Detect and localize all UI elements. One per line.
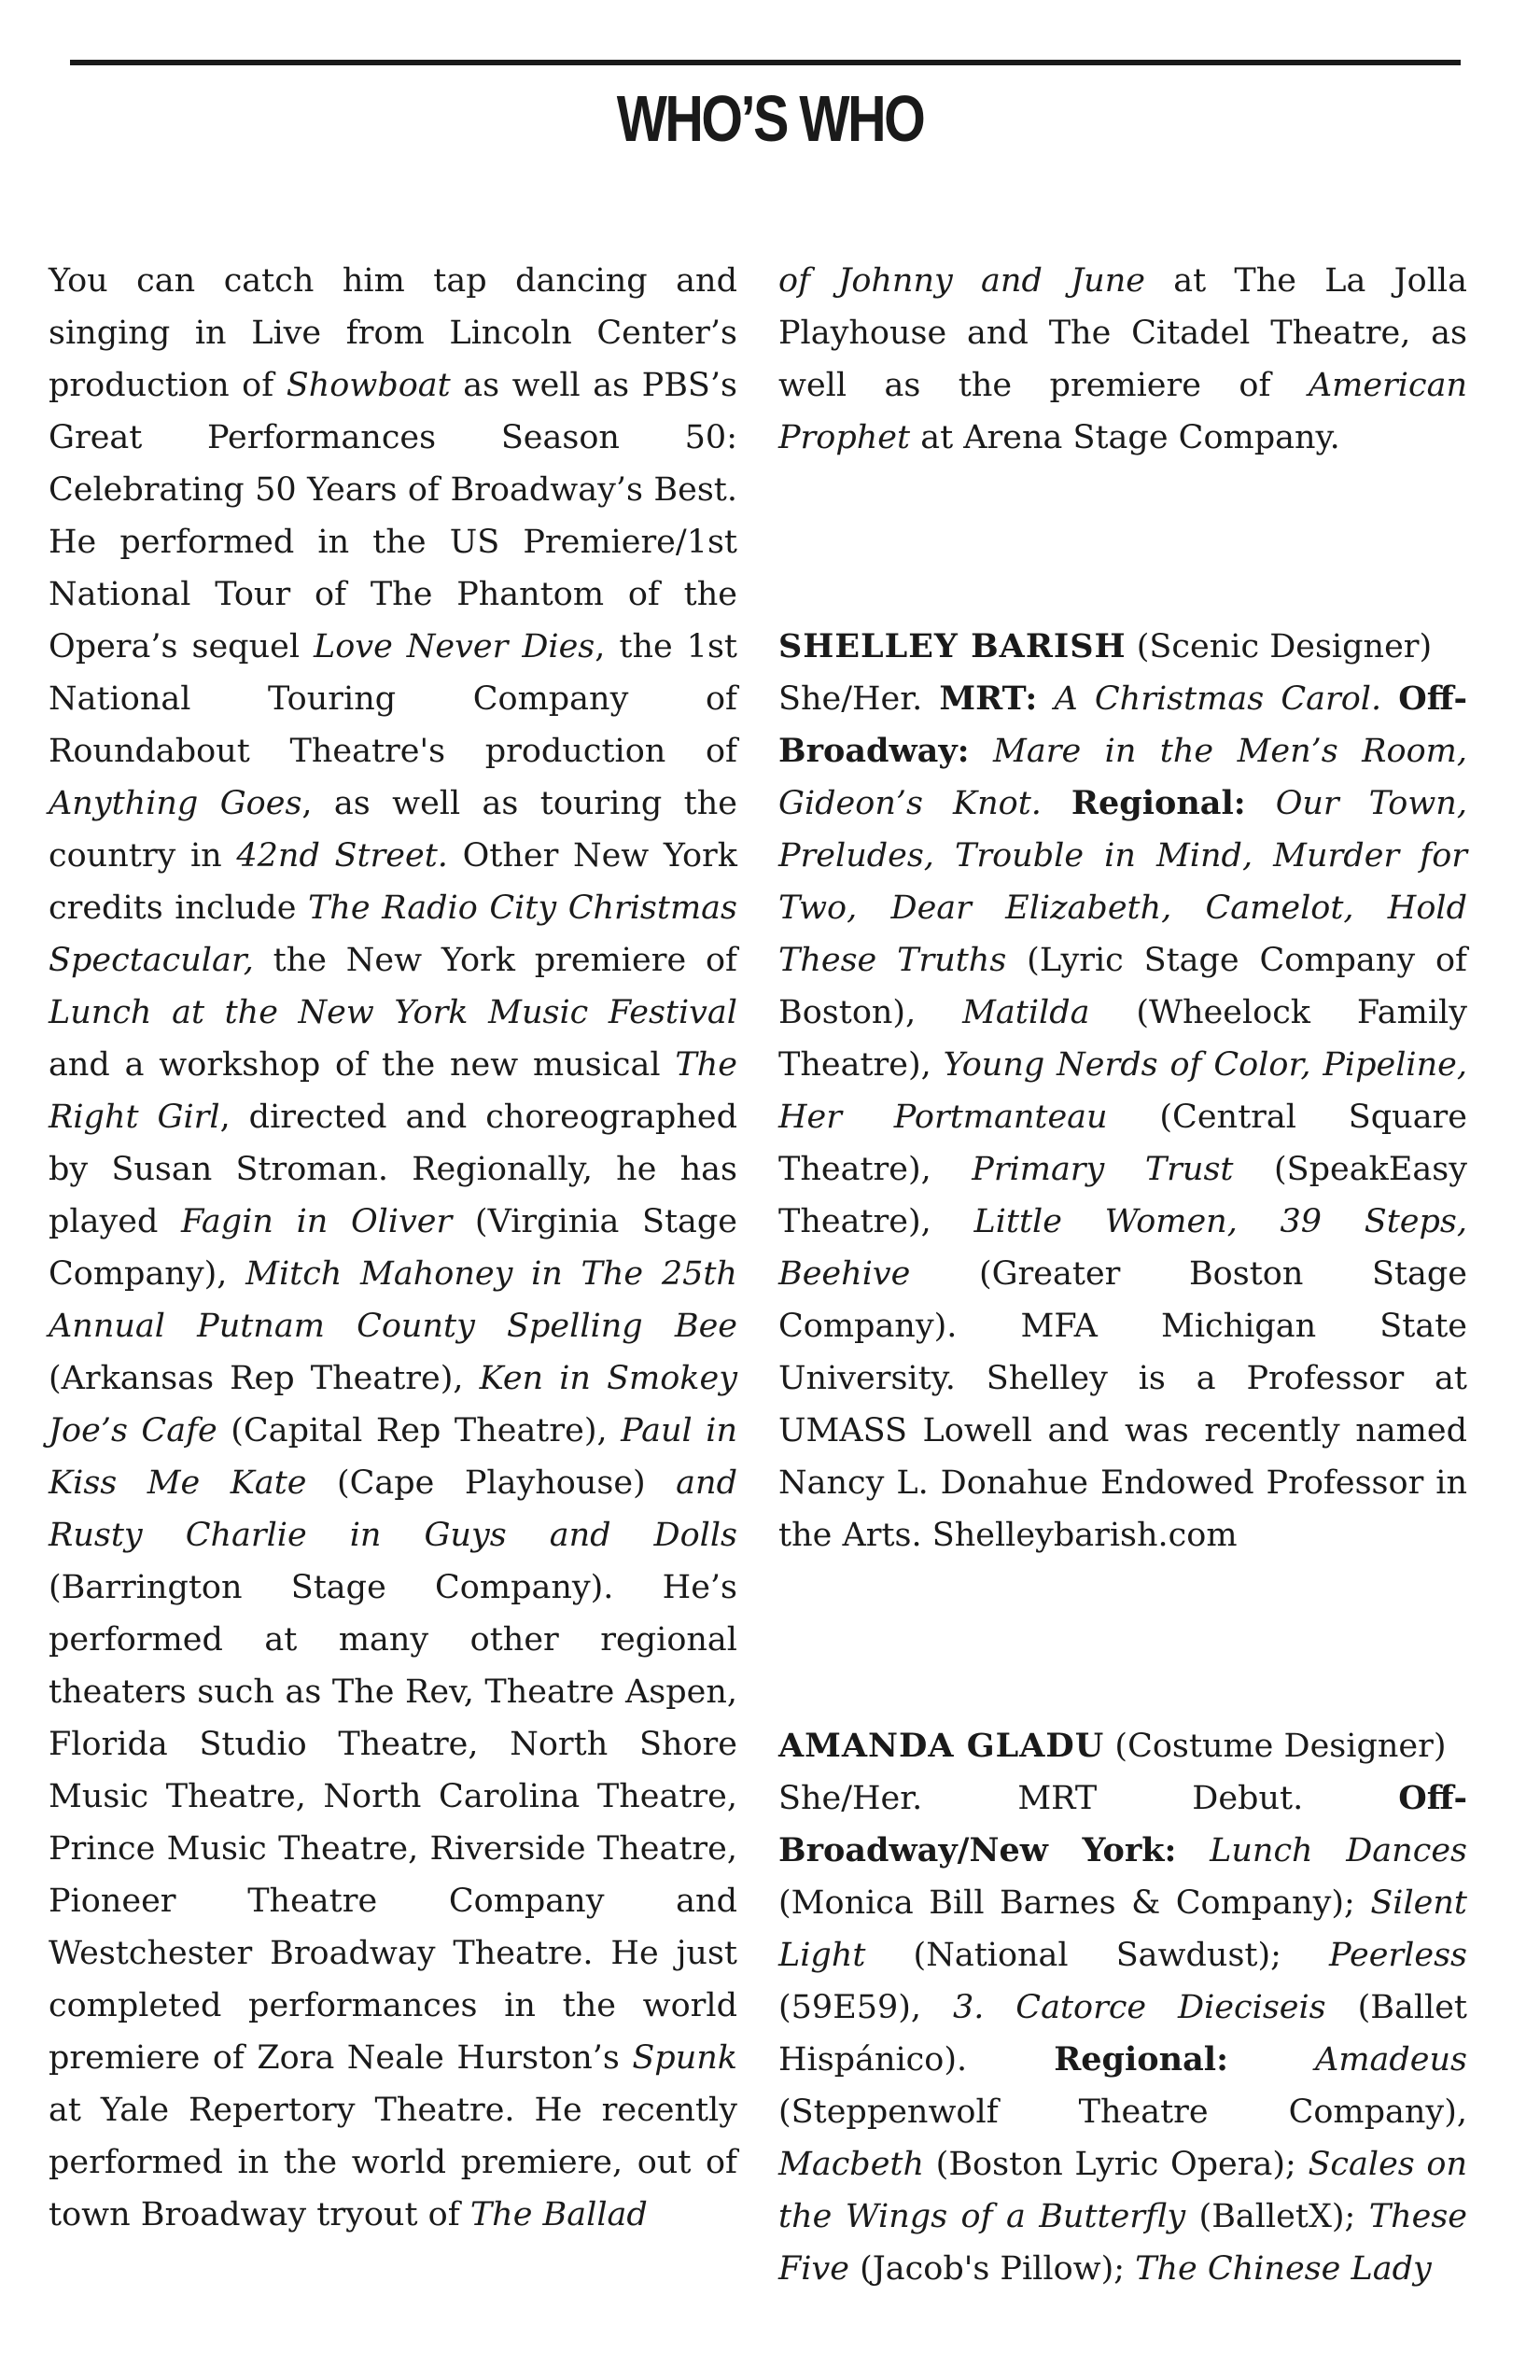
bio-shelley-barish [778,621,1467,1561]
production-title: Mitch Mahoney in The 25th Annual Putnam County Spelling Bee [49,1255,737,1345]
production-title: Spunk [632,2039,737,2077]
credit-label: MRT: [939,679,1038,718]
text-run: She/Her. [778,680,940,718]
production-title: Paul in Kiss Me Kate [49,1412,737,1502]
text-run: (Boston Lyric Opera); [924,2146,1309,2183]
credit-label: Regional: [1071,784,1246,822]
bio-heading [778,621,1467,673]
production-title: Lunch Dances [1210,1832,1467,1869]
production-title: Ken in Smokey Joe’s Cafe [49,1360,737,1449]
bio-text [778,1772,1467,2295]
credit-label: Regional: [1054,2040,1228,2079]
bio-heading [778,1720,1467,1772]
production-title: Silent Light [778,1884,1467,1974]
text-run: You can catch him tap dancing and singing in Live from Lincoln Center’s production of [49,262,737,404]
text-run: (Virginia Stage Company), [49,1203,738,1293]
production-title: 3. Catorce Dieciseis [952,1989,1326,2026]
text-run: Other New York credits include [49,837,737,927]
text-run: (National Sawdust); [865,1937,1330,1974]
text-run: (Ballet Hispánico). [778,1989,1467,2079]
production-title: Little Women, 39 Steps, Beehive [778,1203,1467,1293]
text-run: (Monica Bill Barnes & Company); [778,1884,1371,1922]
text-run: , as well as touring the country in [49,785,737,875]
production-title: Lunch at the New York Music Festival [49,994,737,1031]
right-column [778,255,1467,2295]
production-title: Anything Goes [49,785,302,822]
production-title: Peerless [1329,1937,1467,1974]
text-run: (Lyric Stage Company of Boston), [778,942,1467,1031]
production-title: Fagin in Oliver [181,1203,453,1240]
production-title: The Radio City Christmas Spectacular, [49,889,737,979]
credit-label: Off-Broadway: [778,679,1467,770]
page-title: WHO’S WHO [616,82,924,155]
bio-name: AMANDA GLADU [778,1727,1105,1765]
bio-role: (Scenic Designer) [1136,628,1433,665]
text-run: (Capital Rep Theatre), [217,1412,622,1449]
production-title: Love Never Dies [314,628,595,665]
bio-continuation-text [49,255,737,2241]
production-title: Our Town, Preludes, Trouble in Mind, Murder for Two, Dear Elizabeth, Camelot, Hold These Truths [778,785,1467,979]
production-title: Matilda [962,994,1090,1031]
text-run: (SpeakEasy Theatre), [778,1151,1467,1240]
text-run: (59E59), [778,1989,953,2026]
text-run: (Central Square Theatre), [778,1099,1468,1188]
text-run: (Barrington Stage Company). He’s performed at many other regional theaters such as The Rev, Theatre Aspen, Florida Studio Theatre, North Shore Music Theatre, North Carolina Theatre, Prince Music Theatre, Riverside Theatre, Pioneer Theatre Company and Westchester Broadway Theatre. He just completed performances in the world premiere of Zora Neale Hurston’s [49,1569,737,2077]
text-run: (Wheelock Family Theatre), [778,994,1467,1084]
production-title: of Johnny and June [778,262,1145,300]
text-run: the New York premiere of [253,942,737,979]
production-title: Mare in the Men’s Room, Gideon’s Knot. [778,733,1467,822]
text-run [1381,680,1398,718]
text-run [1037,680,1054,718]
bio-amanda-gladu [778,1720,1467,2295]
bio-role: (Costume Designer) [1114,1728,1447,1765]
production-title: Scales on the Wings of a Butterfly [778,2146,1467,2235]
production-title: Amadeus [1315,2041,1467,2079]
production-title: Macbeth [778,2146,925,2183]
production-title: These Five [778,2198,1467,2288]
production-title: American Prophet [778,367,1467,456]
bio-text [778,673,1467,1561]
production-title: A Christmas Carol. [1054,680,1382,718]
text-run [1042,785,1071,822]
header-rule [70,60,1461,65]
credit-label: Off-Broadway/New York: [778,1779,1467,1869]
production-title: Showboat [286,367,451,404]
text-run: (Arkansas Rep Theatre), [49,1360,480,1397]
production-title: The Ballad [469,2196,648,2233]
text-run [970,733,993,770]
production-title: Primary Trust [972,1151,1234,1188]
production-title: The Chinese Lady [1135,2250,1432,2288]
text-run [1228,2041,1315,2079]
production-title: Young Nerds of Color, Pipeline, Her Portmanteau [778,1046,1467,1136]
text-run: , directed and choreographed by Susan Stroman. Regionally, he has played [49,1099,737,1240]
text-run: as well as PBS’s Great Performances Season 50: Celebrating 50 Years of Broadway’s Best. He performed in the US Premiere/1st National Tour of The Phantom of the Opera’s sequel [49,367,737,665]
production-title: 42nd Street. [236,837,448,875]
text-run: (Steppenwolf Theatre Company), [778,2093,1467,2131]
left-column [49,255,737,2241]
bio-continuation-text-right [778,255,1467,464]
text-run: (Cape Playhouse) [306,1464,677,1502]
text-run: (Greater Boston Stage Company). MFA Michigan State University. Shelley is a Professor at UMASS Lowell and was recently named Nancy L. Donahue Endowed Professor in the Arts. Shelleybarish.com [778,1255,1467,1554]
text-run: She/Her. MRT Debut. [778,1780,1399,1817]
text-run [1176,1832,1210,1869]
text-run: , the 1st National Touring Company of Roundabout Theatre's production of [49,628,737,770]
text-run [1246,785,1276,822]
bio-name: SHELLEY BARISH [778,627,1127,665]
production-title: The Right Girl [49,1046,737,1136]
text-run: at Yale Repertory Theatre. He recently performed in the world premiere, out of town Broadway tryout of [49,2092,737,2233]
text-run: (Jacob's Pillow); [848,2250,1136,2288]
production-title: and Rusty Charlie in Guys and Dolls [49,1464,737,1554]
text-run: and a workshop of the new musical [49,1046,676,1084]
text-run: at Arena Stage Company. [910,419,1340,456]
text-run: at The La Jolla Playhouse and The Citadel Theatre, as well as the premiere of [778,262,1467,404]
text-run: (BalletX); [1185,2198,1369,2235]
